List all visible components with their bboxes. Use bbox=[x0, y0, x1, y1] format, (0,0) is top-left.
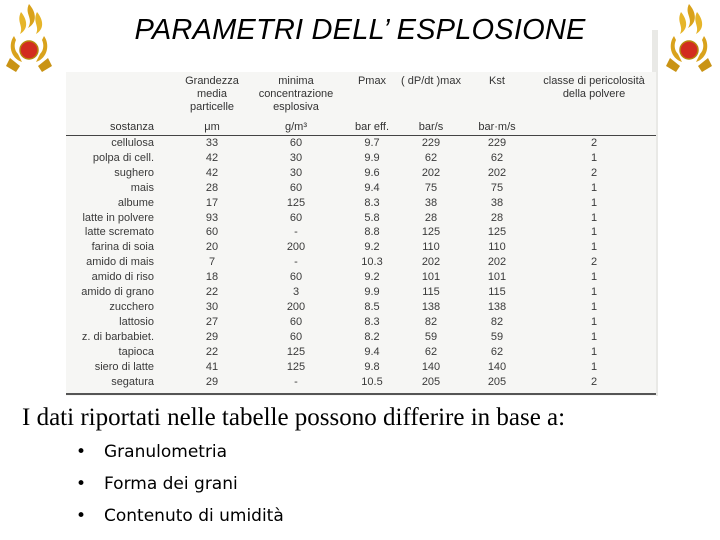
table-row bbox=[66, 345, 656, 360]
table-cell: 62 bbox=[490, 345, 504, 358]
table-cell: - bbox=[294, 256, 298, 269]
table-cell: 28 bbox=[424, 211, 438, 224]
table-cell: 200 bbox=[286, 241, 306, 254]
list-item-text: Forma dei grani bbox=[104, 474, 238, 494]
column-header bbox=[66, 72, 176, 119]
table-cell: 93 bbox=[205, 211, 219, 224]
table-cell: 9.7 bbox=[364, 137, 380, 149]
substance-name: farina di soia bbox=[91, 241, 154, 254]
table-cell: 38 bbox=[424, 196, 438, 209]
table-cell: 18 bbox=[205, 271, 219, 284]
substance-name: cellulosa bbox=[111, 137, 154, 149]
table-cell: 28 bbox=[490, 211, 504, 224]
table-units-row bbox=[66, 119, 656, 136]
table-cell: 138 bbox=[487, 300, 507, 313]
table-cell: 38 bbox=[490, 196, 504, 209]
table-row bbox=[66, 211, 656, 226]
substance-name: z. di barbabiet. bbox=[81, 330, 154, 343]
table-cell: 125 bbox=[286, 196, 306, 209]
table-cell: 20 bbox=[205, 241, 219, 254]
table-cell: 62 bbox=[490, 151, 504, 164]
substance-name: amido di grano bbox=[81, 286, 154, 299]
table-cell: 202 bbox=[487, 166, 507, 179]
table-cell: 1 bbox=[590, 330, 598, 343]
column-unit: g/m³ bbox=[248, 119, 344, 136]
table-cell: 17 bbox=[205, 196, 219, 209]
table-cell: 42 bbox=[205, 151, 219, 164]
table-row bbox=[66, 151, 656, 166]
table-row bbox=[66, 300, 656, 315]
substance-name: zucchero bbox=[109, 300, 154, 313]
list-item-text: Contenuto di umidità bbox=[104, 506, 284, 526]
table-row bbox=[66, 196, 656, 211]
table-cell: 60 bbox=[289, 330, 303, 343]
bullet-glyph: • bbox=[76, 474, 87, 494]
table-row bbox=[66, 375, 656, 390]
table-cell: 30 bbox=[289, 151, 303, 164]
table-cell: 41 bbox=[205, 360, 219, 373]
column-header: ( dP/dt )max bbox=[401, 75, 461, 87]
table-cell: 9.2 bbox=[364, 271, 380, 284]
table-cell: 27 bbox=[205, 315, 219, 328]
table-cell: 1 bbox=[590, 271, 598, 284]
column-unit: bar/s bbox=[400, 119, 462, 136]
table-row bbox=[66, 240, 656, 255]
table-cell: 1 bbox=[590, 226, 598, 239]
table-cell: 202 bbox=[487, 256, 507, 269]
table-row bbox=[66, 360, 656, 375]
table-cell: 140 bbox=[487, 360, 507, 373]
table-cell: 60 bbox=[289, 137, 303, 149]
table-cell: 9.9 bbox=[364, 286, 380, 299]
table-cell: 101 bbox=[487, 271, 507, 284]
table-cell: 8.8 bbox=[364, 226, 380, 239]
table-cell: 101 bbox=[421, 271, 441, 284]
table-cell: - bbox=[294, 226, 298, 239]
table-cell: 59 bbox=[424, 330, 438, 343]
explosion-parameters-table bbox=[66, 72, 656, 389]
column-header: Kst bbox=[489, 75, 505, 87]
table-cell: 29 bbox=[205, 375, 219, 388]
table-cell: 8.2 bbox=[364, 330, 380, 343]
table-cell: 1 bbox=[590, 315, 598, 328]
substance-name: latte in polvere bbox=[82, 211, 154, 224]
column-unit bbox=[532, 119, 656, 136]
substance-name: mais bbox=[130, 181, 154, 194]
table-cell: 202 bbox=[421, 166, 441, 179]
substance-name: lattosio bbox=[119, 315, 154, 328]
slide-title: PARAMETRI DELL’ ESPLOSIONE bbox=[134, 14, 586, 46]
table-cell: 9.2 bbox=[364, 241, 380, 254]
table-cell: 10.3 bbox=[361, 256, 383, 269]
table-cell: 60 bbox=[289, 211, 303, 224]
table-cell: 202 bbox=[421, 256, 441, 269]
table-cell: 9.8 bbox=[364, 360, 380, 373]
table-row bbox=[66, 166, 656, 181]
table-cell: 229 bbox=[421, 137, 441, 149]
table-cell: 2 bbox=[590, 256, 598, 269]
table-row bbox=[66, 225, 656, 240]
table-cell: 1 bbox=[590, 181, 598, 194]
table-cell: 22 bbox=[205, 345, 219, 358]
table-cell: 30 bbox=[205, 300, 219, 313]
table-cell: 9.9 bbox=[364, 151, 380, 164]
table-cell: 9.4 bbox=[364, 181, 380, 194]
table-cell: 115 bbox=[488, 286, 506, 299]
table-cell: 82 bbox=[490, 315, 504, 328]
table-cell: 9.4 bbox=[364, 345, 380, 358]
table-cell: 2 bbox=[590, 375, 598, 388]
list-item bbox=[76, 500, 284, 532]
table-cell: 115 bbox=[422, 286, 440, 299]
table-cell: 62 bbox=[424, 345, 438, 358]
table-cell: 9.6 bbox=[364, 166, 380, 179]
table-cell: 30 bbox=[289, 166, 303, 179]
table-cell: 3 bbox=[292, 286, 300, 299]
table-cell: 205 bbox=[487, 375, 507, 388]
list-item-text: Granulometria bbox=[104, 442, 228, 462]
table-cell: 10.5 bbox=[361, 375, 383, 388]
substance-name: sughero bbox=[114, 166, 154, 179]
table-cell: 28 bbox=[205, 181, 219, 194]
table-row bbox=[66, 255, 656, 270]
table-row bbox=[66, 315, 656, 330]
substance-name: albume bbox=[117, 196, 154, 209]
table-cell: - bbox=[294, 375, 298, 388]
table-row bbox=[66, 330, 656, 345]
table-cell: 8.5 bbox=[364, 300, 380, 313]
table-row bbox=[66, 285, 656, 300]
column-header: classe di pericolosità della polvere bbox=[543, 75, 645, 100]
substance-name: siero di latte bbox=[94, 360, 154, 373]
table-cell: 1 bbox=[590, 360, 598, 373]
table-cell: 42 bbox=[205, 166, 219, 179]
table-cell: 62 bbox=[424, 151, 438, 164]
table-body bbox=[66, 136, 656, 390]
table-bottom-rule bbox=[66, 393, 656, 395]
list-item bbox=[76, 468, 284, 500]
substance-name: latte scremato bbox=[84, 226, 154, 239]
table-cell: 8.3 bbox=[364, 196, 380, 209]
column-header: Grandezza media particelle bbox=[185, 75, 239, 113]
table-cell: 5.8 bbox=[364, 211, 380, 224]
table-cell: 125 bbox=[421, 226, 441, 239]
substance-name: polpa di cell. bbox=[92, 151, 154, 164]
table-cell: 60 bbox=[205, 226, 219, 239]
substance-name: tapioca bbox=[118, 345, 154, 358]
table-cell: 33 bbox=[205, 137, 219, 149]
list-item bbox=[76, 436, 284, 468]
table-cell: 2 bbox=[590, 166, 598, 179]
table-cell: 125 bbox=[286, 360, 306, 373]
table-cell: 1 bbox=[590, 211, 598, 224]
substance-name: amido di riso bbox=[91, 271, 154, 284]
table-row bbox=[66, 270, 656, 285]
table-cell: 75 bbox=[424, 181, 438, 194]
column-header-substance: sostanza bbox=[66, 119, 176, 136]
table-cell: 2 bbox=[590, 137, 598, 149]
table-cell: 200 bbox=[286, 300, 306, 313]
table-header-row bbox=[66, 72, 656, 119]
table-cell: 138 bbox=[421, 300, 441, 313]
table-cell: 1 bbox=[590, 196, 598, 209]
table-cell: 125 bbox=[286, 345, 306, 358]
column-header: Pmax bbox=[357, 75, 387, 87]
table-cell: 1 bbox=[590, 300, 598, 313]
table-cell: 7 bbox=[208, 256, 216, 269]
table-cell: 229 bbox=[487, 137, 507, 149]
table-cell: 1 bbox=[590, 345, 598, 358]
table-cell: 125 bbox=[487, 226, 507, 239]
column-header: minima concentrazione esplosiva bbox=[258, 75, 334, 113]
table-cell: 110 bbox=[422, 241, 440, 254]
bullet-glyph: • bbox=[76, 506, 87, 526]
substance-name: segatura bbox=[111, 375, 154, 388]
table-cell: 60 bbox=[289, 181, 303, 194]
substance-name: amido di mais bbox=[86, 256, 154, 269]
table-cell: 1 bbox=[590, 286, 598, 299]
table-cell: 1 bbox=[590, 151, 598, 164]
column-unit: μm bbox=[176, 119, 248, 136]
table-row bbox=[66, 181, 656, 196]
table-row bbox=[66, 136, 656, 151]
table-cell: 22 bbox=[205, 286, 219, 299]
table-cell: 1 bbox=[590, 241, 598, 254]
factors-heading: I dati riportati nelle tabelle possono differire in base a: bbox=[22, 404, 566, 431]
table-cell: 75 bbox=[490, 181, 504, 194]
table-cell: 140 bbox=[421, 360, 441, 373]
table-cell: 29 bbox=[205, 330, 219, 343]
table-cell: 60 bbox=[289, 315, 303, 328]
factors-list bbox=[76, 436, 284, 532]
table-cell: 60 bbox=[289, 271, 303, 284]
table-cell: 82 bbox=[424, 315, 438, 328]
column-unit: bar·m/s bbox=[462, 119, 532, 136]
table-cell: 205 bbox=[421, 375, 441, 388]
table-cell: 110 bbox=[488, 241, 506, 254]
scanned-table-image bbox=[66, 72, 656, 396]
table-cell: 8.3 bbox=[364, 315, 380, 328]
table-cell: 59 bbox=[490, 330, 504, 343]
column-unit: bar eff. bbox=[344, 119, 400, 136]
bullet-glyph: • bbox=[76, 442, 87, 462]
